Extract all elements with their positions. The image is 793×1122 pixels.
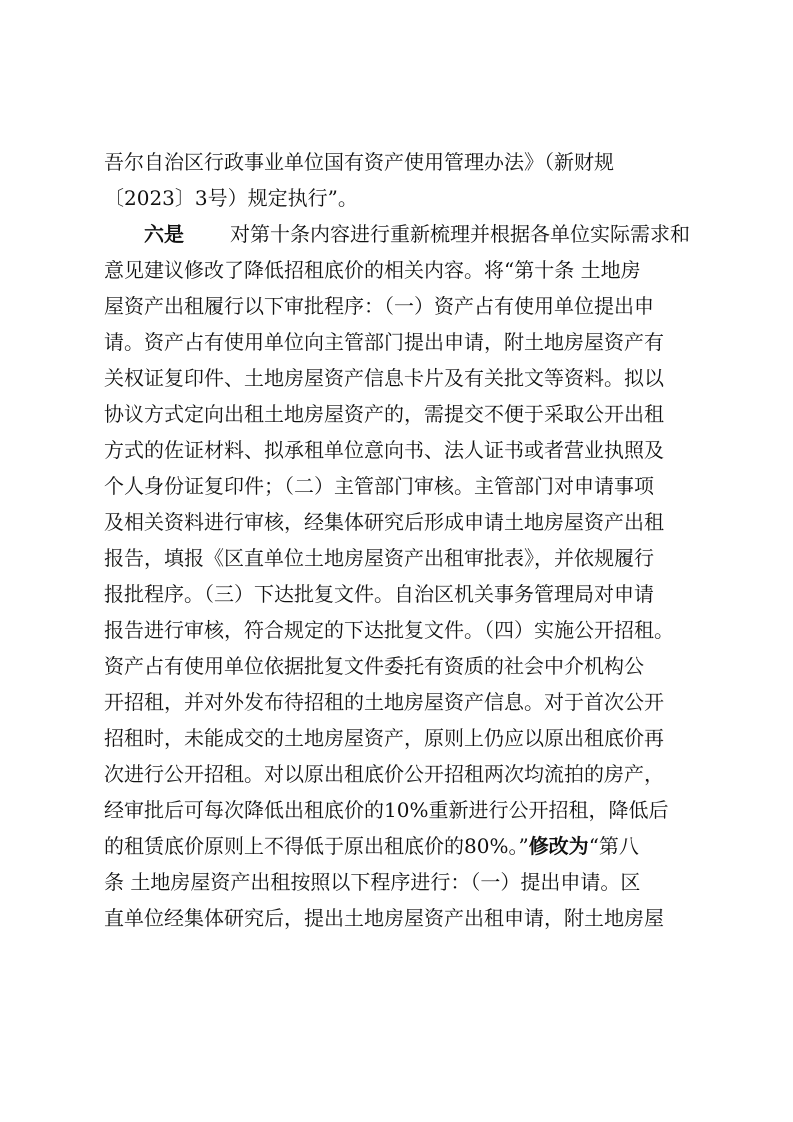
line-text: 吾尔自治区行政事业单位国有资产使用管理办法》（新财规 <box>104 150 614 174</box>
line-text: 报批程序。（三）下达批复文件。自治区机关事务管理局对申请 <box>104 582 654 606</box>
line-text: 开招租，并对外发布待招租的土地房屋资产信息。对于首次公开 <box>104 690 664 714</box>
line-text: 直单位经集体研究后，提出土地房屋资产出租申请，附土地房屋 <box>104 906 664 930</box>
line-text: 条 土地房屋资产出租按照以下程序进行：（一）提出申请。区 <box>104 870 641 894</box>
text-line <box>104 252 690 288</box>
line-text: 及相关资料进行审核，经集体研究后形成申请土地房屋资产出租 <box>104 510 664 534</box>
line-text: 请。资产占有使用单位向主管部门提出申请，附土地房屋资产有 <box>104 330 664 354</box>
line-text: 协议方式定向出租土地房屋资产的，需提交不便于采取公开出租 <box>104 402 664 426</box>
line-text: 报告进行审核，符合规定的下达批复文件。（四）实施公开招租。 <box>104 618 674 642</box>
text-line <box>104 756 690 792</box>
line-text: 经审批后可每次降低出租底价的10%重新进行公开招租，降低后 <box>104 798 669 822</box>
text-line <box>104 396 690 432</box>
text-line <box>104 504 690 540</box>
text-line <box>104 684 690 720</box>
text-line <box>104 324 690 360</box>
line-text: 次进行公开招租。对以原出租底价公开招租两次均流拍的房产， <box>104 762 664 786</box>
emphasis-text: 修改为 <box>528 834 589 858</box>
line-text: 〔2023〕3号）规定执行”。 <box>104 186 358 210</box>
text-line <box>104 864 690 900</box>
line-text: 方式的佐证材料、拟承租单位意向书、法人证书或者营业执照及 <box>104 438 664 462</box>
line-text: 报告，填报《区直单位土地房屋资产出租审批表》，并依规履行 <box>104 546 654 570</box>
text-line <box>104 576 690 612</box>
line-text: 资产占有使用单位依据批复文件委托有资质的社会中介机构公 <box>104 654 644 678</box>
line-text-tail: “第八 <box>588 834 639 858</box>
text-line <box>104 288 690 324</box>
text-line <box>104 612 690 648</box>
line-text: 招租时，未能成交的土地房屋资产，原则上仍应以原出租底价再 <box>104 726 664 750</box>
line-text: 关权证复印件、土地房屋资产信息卡片及有关批文等资料。拟以 <box>104 366 664 390</box>
line-text: 个人身份证复印件；（二）主管部门审核。主管部门对申请事项 <box>104 474 654 498</box>
text-line <box>104 900 690 936</box>
text-line <box>104 360 690 396</box>
line-text: 对第十条内容进行重新梳理并根据各单位实际需求和 <box>230 222 690 246</box>
text-line <box>104 180 690 216</box>
text-line <box>104 828 690 864</box>
paragraph-heading: 六是 <box>144 222 184 246</box>
paragraph-start-line <box>104 216 690 252</box>
text-line <box>104 432 690 468</box>
text-line <box>104 468 690 504</box>
document-body <box>104 144 690 936</box>
line-text: 的租赁底价原则上不得低于原出租底价的80%。” <box>104 834 529 858</box>
line-text: 屋资产出租履行以下审批程序：（一）资产占有使用单位提出申 <box>104 294 654 318</box>
text-line <box>104 720 690 756</box>
line-text: 意见建议修改了降低招租底价的相关内容。将“第十条 土地房 <box>104 258 641 282</box>
text-line <box>104 792 690 828</box>
text-line <box>104 540 690 576</box>
text-line <box>104 144 690 180</box>
text-line <box>104 648 690 684</box>
